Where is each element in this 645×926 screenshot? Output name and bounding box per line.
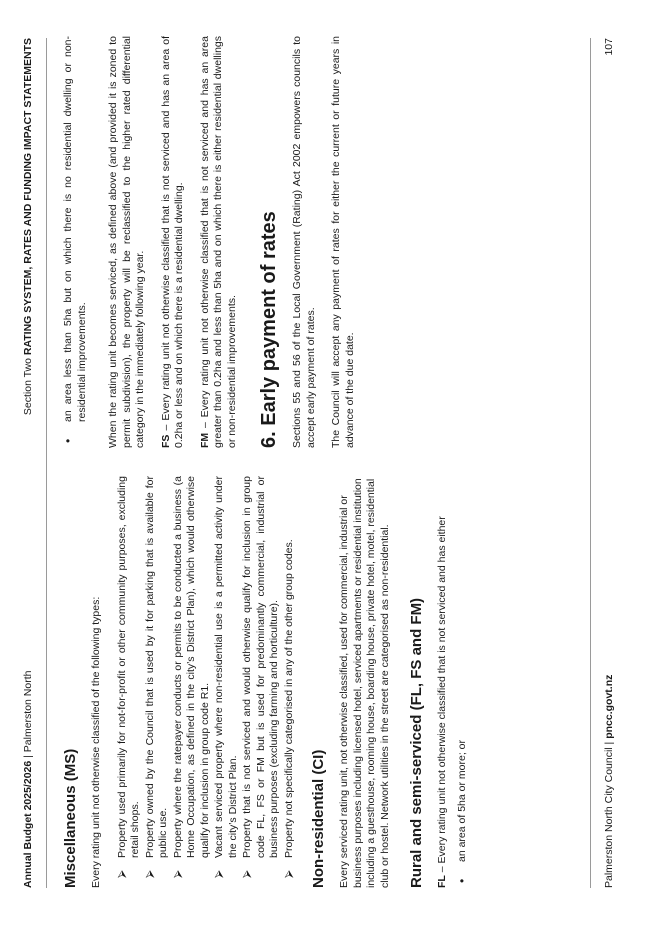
arrow-bullet-icon: ⮚ bbox=[241, 870, 253, 878]
arrow-bullet-icon: ⮚ bbox=[115, 870, 128, 878]
list-item-text: Property that is not serviced and would otherwise qualify for inclusion in group code FL, FS or FM but is used for predominantly commercial, industrial or business purposes (excluding farming and horticulture). bbox=[241, 476, 280, 858]
list-item bbox=[213, 476, 240, 888]
list-item bbox=[456, 476, 470, 888]
early-payment-paragraph-2: The Council will accept any payment of rates for either the current or future years in advance of the due date. bbox=[330, 36, 356, 448]
nonres-heading: Non-residential (CI) bbox=[310, 749, 327, 888]
list-item bbox=[62, 36, 89, 448]
fs-paragraph bbox=[160, 36, 187, 448]
footer-left bbox=[603, 675, 615, 888]
budget-title: Annual Budget 2025/2026 bbox=[22, 760, 34, 888]
list-item bbox=[241, 476, 282, 888]
fl-text: – Every rating unit not otherwise classified that is not serviced and has either bbox=[436, 516, 448, 876]
serviced-note: When the rating unit becomes serviced, as defined above (and provided it is zoned to permit subdivision), the property will be reclassified to the higher rated differential category in the immediately following year. bbox=[107, 36, 146, 448]
council-name: Palmerston North City Council bbox=[603, 747, 615, 888]
list-item-text: Property used primarily for not-for-profit or other community purposes, excluding retail shops. bbox=[115, 476, 141, 858]
list-item-text: an area of 5ha or more; or bbox=[455, 740, 468, 862]
bullet-icon: • bbox=[454, 878, 469, 883]
left-column bbox=[62, 476, 481, 888]
fm-label: FM bbox=[198, 432, 211, 448]
fl-label: FL bbox=[436, 875, 448, 888]
list-item-text: an area less than 5ha but on which there is no residential dwelling or non-residential improvements. bbox=[62, 36, 88, 422]
list-item-text: Property owned by the Council that is used by it for parking that is available for public use. bbox=[143, 476, 169, 858]
misc-intro: Every rating unit not otherwise classified of the following types: bbox=[90, 596, 102, 888]
fl-list-continued bbox=[62, 36, 89, 448]
arrow-bullet-icon: ⮚ bbox=[143, 870, 156, 878]
list-item-text: Vacant serviced property where non-residential use is a permitted activity under the city’s District Plan. bbox=[213, 476, 239, 858]
footer-separator: | bbox=[603, 738, 615, 748]
list-item bbox=[116, 476, 143, 888]
arrow-bullet-icon: ⮚ bbox=[282, 870, 295, 878]
early-payment-heading: 6. Early payment of rates bbox=[258, 211, 280, 448]
bullet-icon: • bbox=[61, 438, 75, 443]
list-item-text: Property not specifically categorised in any of the other group codes. bbox=[282, 539, 295, 858]
header-city: Palmerston North bbox=[22, 670, 34, 753]
fl-paragraph bbox=[436, 476, 450, 888]
early-payment-paragraph-1: Sections 55 and 56 of the Local Government (Rating) Act 2002 empowers councils to accept early payment of rates. bbox=[291, 36, 317, 448]
section-title: RATING SYSTEM, RATES AND FUNDING IMPACT STATEMENTS bbox=[22, 38, 34, 356]
header-separator: | bbox=[22, 752, 34, 761]
header-left bbox=[22, 671, 34, 888]
page-number: 107 bbox=[603, 38, 615, 56]
rural-heading: Rural and semi-serviced (FL, FS and FM) bbox=[408, 597, 425, 888]
header-right bbox=[22, 38, 34, 415]
misc-heading: Miscellaneous (MS) bbox=[62, 748, 79, 888]
footer-divider bbox=[590, 38, 591, 888]
section-label: Section Two bbox=[22, 355, 34, 416]
list-item bbox=[172, 476, 213, 888]
fs-text: – Every rating unit not otherwise classified that is not serviced and has an area of 0.2ha or less and on which there is a residential dwelling. bbox=[159, 36, 185, 448]
fs-label: FS bbox=[159, 434, 172, 448]
list-item bbox=[283, 476, 297, 888]
right-column bbox=[62, 36, 369, 448]
arrow-bullet-icon: ⮚ bbox=[213, 870, 225, 878]
fl-list bbox=[456, 476, 470, 888]
list-item bbox=[144, 476, 171, 888]
misc-list bbox=[116, 476, 297, 888]
list-item-text: Property where the ratepayer conducts or permits to be conducted a business (a Home Occupation, as defined in the city’s District Plan), which would otherwise qualify for inclusion in group code R1. bbox=[171, 476, 211, 858]
website-link[interactable]: pncc.govt.nz bbox=[603, 674, 615, 739]
nonres-paragraph: Every serviced rating unit, not otherwise classified, used for commercial, industrial or business purposes including licensed hotel, serviced apartments or residential institution including a guesthouse, rooming house, boarding house, private hotel, motel, residential club or hostel. Network utilities in the street are categorised as non-residential. bbox=[338, 478, 391, 888]
fm-text: – Every rating unit not otherwise classified that is not serviced and has an area greater than 0.2ha and less than 5ha and on which there is either residential dwellings or non-residential improvements. bbox=[198, 36, 238, 448]
arrow-bullet-icon: ⮚ bbox=[171, 870, 184, 878]
header-divider bbox=[46, 38, 47, 888]
fm-paragraph bbox=[199, 36, 240, 448]
